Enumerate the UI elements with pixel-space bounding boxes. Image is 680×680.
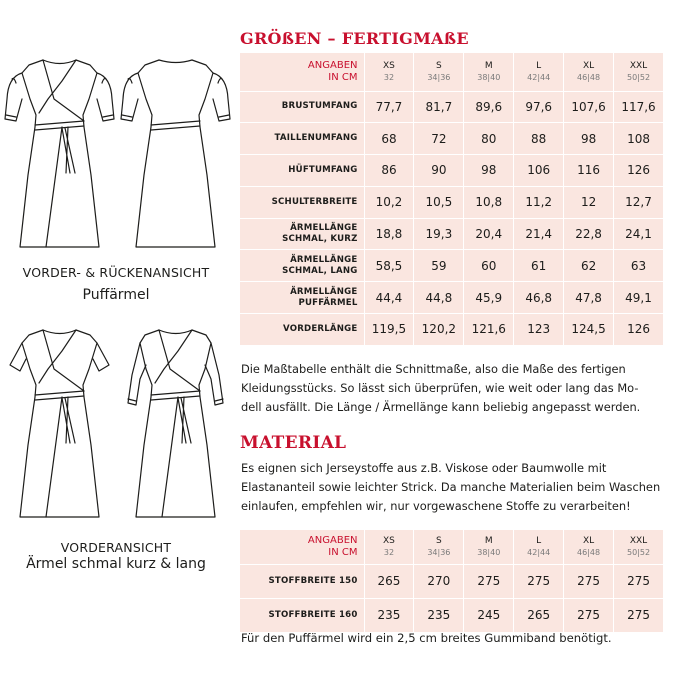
label-line1: HÜFTUMFANG <box>288 164 358 175</box>
size-range: 50|52 <box>626 547 651 557</box>
size-name: XXL <box>629 60 648 71</box>
size-range: 38|40 <box>477 547 501 557</box>
measurement-value: 12 <box>564 186 614 218</box>
measurement-value: 77,7 <box>364 91 414 123</box>
size-name: L <box>536 535 542 546</box>
label-line1: ÄRMELLÄNGE <box>290 254 358 265</box>
measurement-row <box>240 218 664 250</box>
measurement-value: 11,2 <box>514 186 564 218</box>
fabric-value: 275 <box>564 598 614 632</box>
table-header-label <box>240 530 364 564</box>
measurement-value: 117,6 <box>614 91 664 123</box>
measurement-value: 10,8 <box>464 186 514 218</box>
fabric-value: 235 <box>364 598 414 632</box>
size-header-cell <box>364 530 414 564</box>
size-range: 42|44 <box>527 547 551 557</box>
measurement-value: 18,8 <box>364 218 414 250</box>
measurement-value: 61 <box>514 250 564 282</box>
measurement-row <box>240 155 664 187</box>
fabric-value: 245 <box>464 598 514 632</box>
description-line: Die Maßtabelle enthält die Schnittmaße, also die Maße des fertigen <box>241 362 626 376</box>
size-name: M <box>484 60 493 71</box>
measurement-label <box>240 91 364 123</box>
size-name: XS <box>383 535 395 546</box>
measurement-value: 62 <box>564 250 614 282</box>
size-name: XXL <box>629 535 648 546</box>
material-line: Elastananteil sowie leichter Strick. Da manche Materialien beim Waschen <box>241 480 661 494</box>
size-header-cell <box>514 53 564 91</box>
measurement-value: 68 <box>364 123 414 155</box>
fabric-requirements-table <box>240 530 664 633</box>
view2-caption-subtitle: Ärmel schmal kurz & lang <box>26 556 206 572</box>
header-label-line2: IN CM <box>328 546 358 558</box>
fabric-value: 265 <box>364 564 414 598</box>
measurement-value: 59 <box>414 250 464 282</box>
measurement-row <box>240 186 664 218</box>
footer-note: Für den Puffärmel wird ein 2,5 cm breites Gummiband benötigt. <box>241 631 612 645</box>
measurement-value: 86 <box>364 155 414 187</box>
measurement-value: 107,6 <box>564 91 614 123</box>
measurement-value: 124,5 <box>564 314 614 346</box>
dress-back-puff-sleeve-drawing <box>118 55 233 255</box>
label-line1: BRUSTUMFANG <box>281 101 358 112</box>
illustrations-panel <box>0 0 232 680</box>
measurement-value: 89,6 <box>464 91 514 123</box>
dress-long-sleeve-drawing <box>118 325 233 525</box>
measurement-value: 20,4 <box>464 218 514 250</box>
measurement-value: 98 <box>564 123 614 155</box>
description-line: dell ausfällt. Die Länge / Ärmellänge kann beliebig angepasst werden. <box>241 400 641 414</box>
measurement-row <box>240 314 664 346</box>
size-range: 50|52 <box>626 72 651 82</box>
fabric-row <box>240 598 664 632</box>
measurement-value: 106 <box>514 155 564 187</box>
finished-measurements-table <box>240 53 664 346</box>
material-line: einlaufen, empfehlen wir, nur vorgewaschene Stoffe zu verarbeiten! <box>241 499 631 513</box>
size-header-cell <box>564 53 614 91</box>
size-header-cell <box>614 53 664 91</box>
measurement-label <box>240 155 364 187</box>
size-header-cell <box>364 53 414 91</box>
label-line1: SCHULTERBREITE <box>271 196 358 207</box>
measurement-value: 88 <box>514 123 564 155</box>
measurement-label <box>240 250 364 282</box>
size-range: 38|40 <box>477 72 501 82</box>
measurement-value: 80 <box>464 123 514 155</box>
size-name: XL <box>582 60 595 71</box>
measurement-value: 121,6 <box>464 314 514 346</box>
size-header-cell <box>614 530 664 564</box>
measurement-value: 45,9 <box>464 282 514 314</box>
size-header-cell <box>514 530 564 564</box>
measurement-value: 10,2 <box>364 186 414 218</box>
measurement-value: 21,4 <box>514 218 564 250</box>
measurement-value: 120,2 <box>414 314 464 346</box>
measurement-value: 58,5 <box>364 250 414 282</box>
size-range: 32 <box>383 547 395 557</box>
measurement-value: 97,6 <box>514 91 564 123</box>
fabric-value: 275 <box>614 598 664 632</box>
size-name: XL <box>582 535 595 546</box>
label-line1: VORDERLÄNGE <box>283 323 358 334</box>
measurement-label <box>240 314 364 346</box>
measurement-row <box>240 123 664 155</box>
dress-front-short-sleeve-drawing <box>2 325 117 525</box>
measurement-value: 44,4 <box>364 282 414 314</box>
material-heading: MATERIAL <box>240 433 347 453</box>
label-line1: ÄRMELLÄNGE <box>290 286 358 297</box>
view2-caption-title: VORDERANSICHT <box>60 540 172 555</box>
measurements-description <box>241 360 671 417</box>
header-label-line1: ANGABEN <box>307 59 358 71</box>
material-description <box>241 459 671 516</box>
measurement-row <box>240 250 664 282</box>
measurement-value: 116 <box>564 155 614 187</box>
size-name: S <box>436 535 442 546</box>
measurement-value: 108 <box>614 123 664 155</box>
size-header-cell <box>564 530 614 564</box>
measurement-label <box>240 282 364 314</box>
size-range: 34|36 <box>427 72 451 82</box>
size-header-cell <box>464 530 514 564</box>
measurement-value: 44,8 <box>414 282 464 314</box>
fabric-label: STOFFBREITE 150 <box>240 564 364 598</box>
fabric-value: 235 <box>414 598 464 632</box>
view1-caption-title: VORDER- & RÜCKENANSICHT <box>22 265 210 280</box>
size-range: 46|48 <box>577 72 601 82</box>
fabric-value: 275 <box>514 564 564 598</box>
fabric-row <box>240 564 664 598</box>
fabric-value: 265 <box>514 598 564 632</box>
dress-front-puff-sleeve-drawing <box>2 55 117 255</box>
measurement-value: 24,1 <box>614 218 664 250</box>
size-header-cell <box>464 53 514 91</box>
measurement-row <box>240 282 664 314</box>
size-range: 34|36 <box>427 547 451 557</box>
measurement-value: 126 <box>614 314 664 346</box>
size-range: 32 <box>383 72 395 82</box>
measurement-value: 12,7 <box>614 186 664 218</box>
measurement-value: 81,7 <box>414 91 464 123</box>
label-line1: ÄRMELLÄNGE <box>290 223 358 234</box>
table-header-row <box>240 53 664 91</box>
fabric-value: 275 <box>564 564 614 598</box>
measurement-value: 46,8 <box>514 282 564 314</box>
table-header-label <box>240 53 364 91</box>
sizes-heading: GRÖßEN – FERTIGMAßE <box>240 29 469 48</box>
measurement-value: 98 <box>464 155 514 187</box>
measurement-value: 10,5 <box>414 186 464 218</box>
measurement-value: 123 <box>514 314 564 346</box>
header-label-line2: IN CM <box>328 71 358 83</box>
measurement-value: 47,8 <box>564 282 614 314</box>
size-range: 46|48 <box>577 547 601 557</box>
measurement-value: 72 <box>414 123 464 155</box>
size-name: M <box>484 535 493 546</box>
material-line: Es eignen sich Jerseystoffe aus z.B. Viskose oder Baumwolle mit <box>241 461 607 475</box>
size-name: XS <box>383 60 395 71</box>
size-name: S <box>436 60 442 71</box>
measurement-value: 119,5 <box>364 314 414 346</box>
size-name: L <box>536 60 542 71</box>
measurement-value: 49,1 <box>614 282 664 314</box>
measurement-label <box>240 186 364 218</box>
label-line2: SCHMAL, KURZ <box>282 234 358 245</box>
label-line2: PUFFÄRMEL <box>298 297 358 308</box>
measurement-value: 60 <box>464 250 514 282</box>
view1-caption-subtitle: Puffärmel <box>82 287 150 303</box>
measurement-label <box>240 123 364 155</box>
measurement-value: 126 <box>614 155 664 187</box>
size-header-cell <box>414 530 464 564</box>
description-line: Kleidungsstücks. So lässt sich überprüfen, wie weit oder lang das Mo- <box>241 381 639 395</box>
measurement-row <box>240 91 664 123</box>
measurement-value: 90 <box>414 155 464 187</box>
label-line2: SCHMAL, LANG <box>282 265 358 276</box>
measurement-value: 63 <box>614 250 664 282</box>
measurement-value: 22,8 <box>564 218 614 250</box>
measurement-value: 19,3 <box>414 218 464 250</box>
fabric-value: 275 <box>464 564 514 598</box>
header-label-line1: ANGABEN <box>307 534 358 546</box>
fabric-label: STOFFBREITE 160 <box>240 598 364 632</box>
fabric-value: 275 <box>614 564 664 598</box>
label-line1: TAILLENUMFANG <box>274 133 358 144</box>
table-header-row <box>240 530 664 564</box>
fabric-value: 270 <box>414 564 464 598</box>
size-header-cell <box>414 53 464 91</box>
size-range: 42|44 <box>527 72 551 82</box>
measurement-label <box>240 218 364 250</box>
